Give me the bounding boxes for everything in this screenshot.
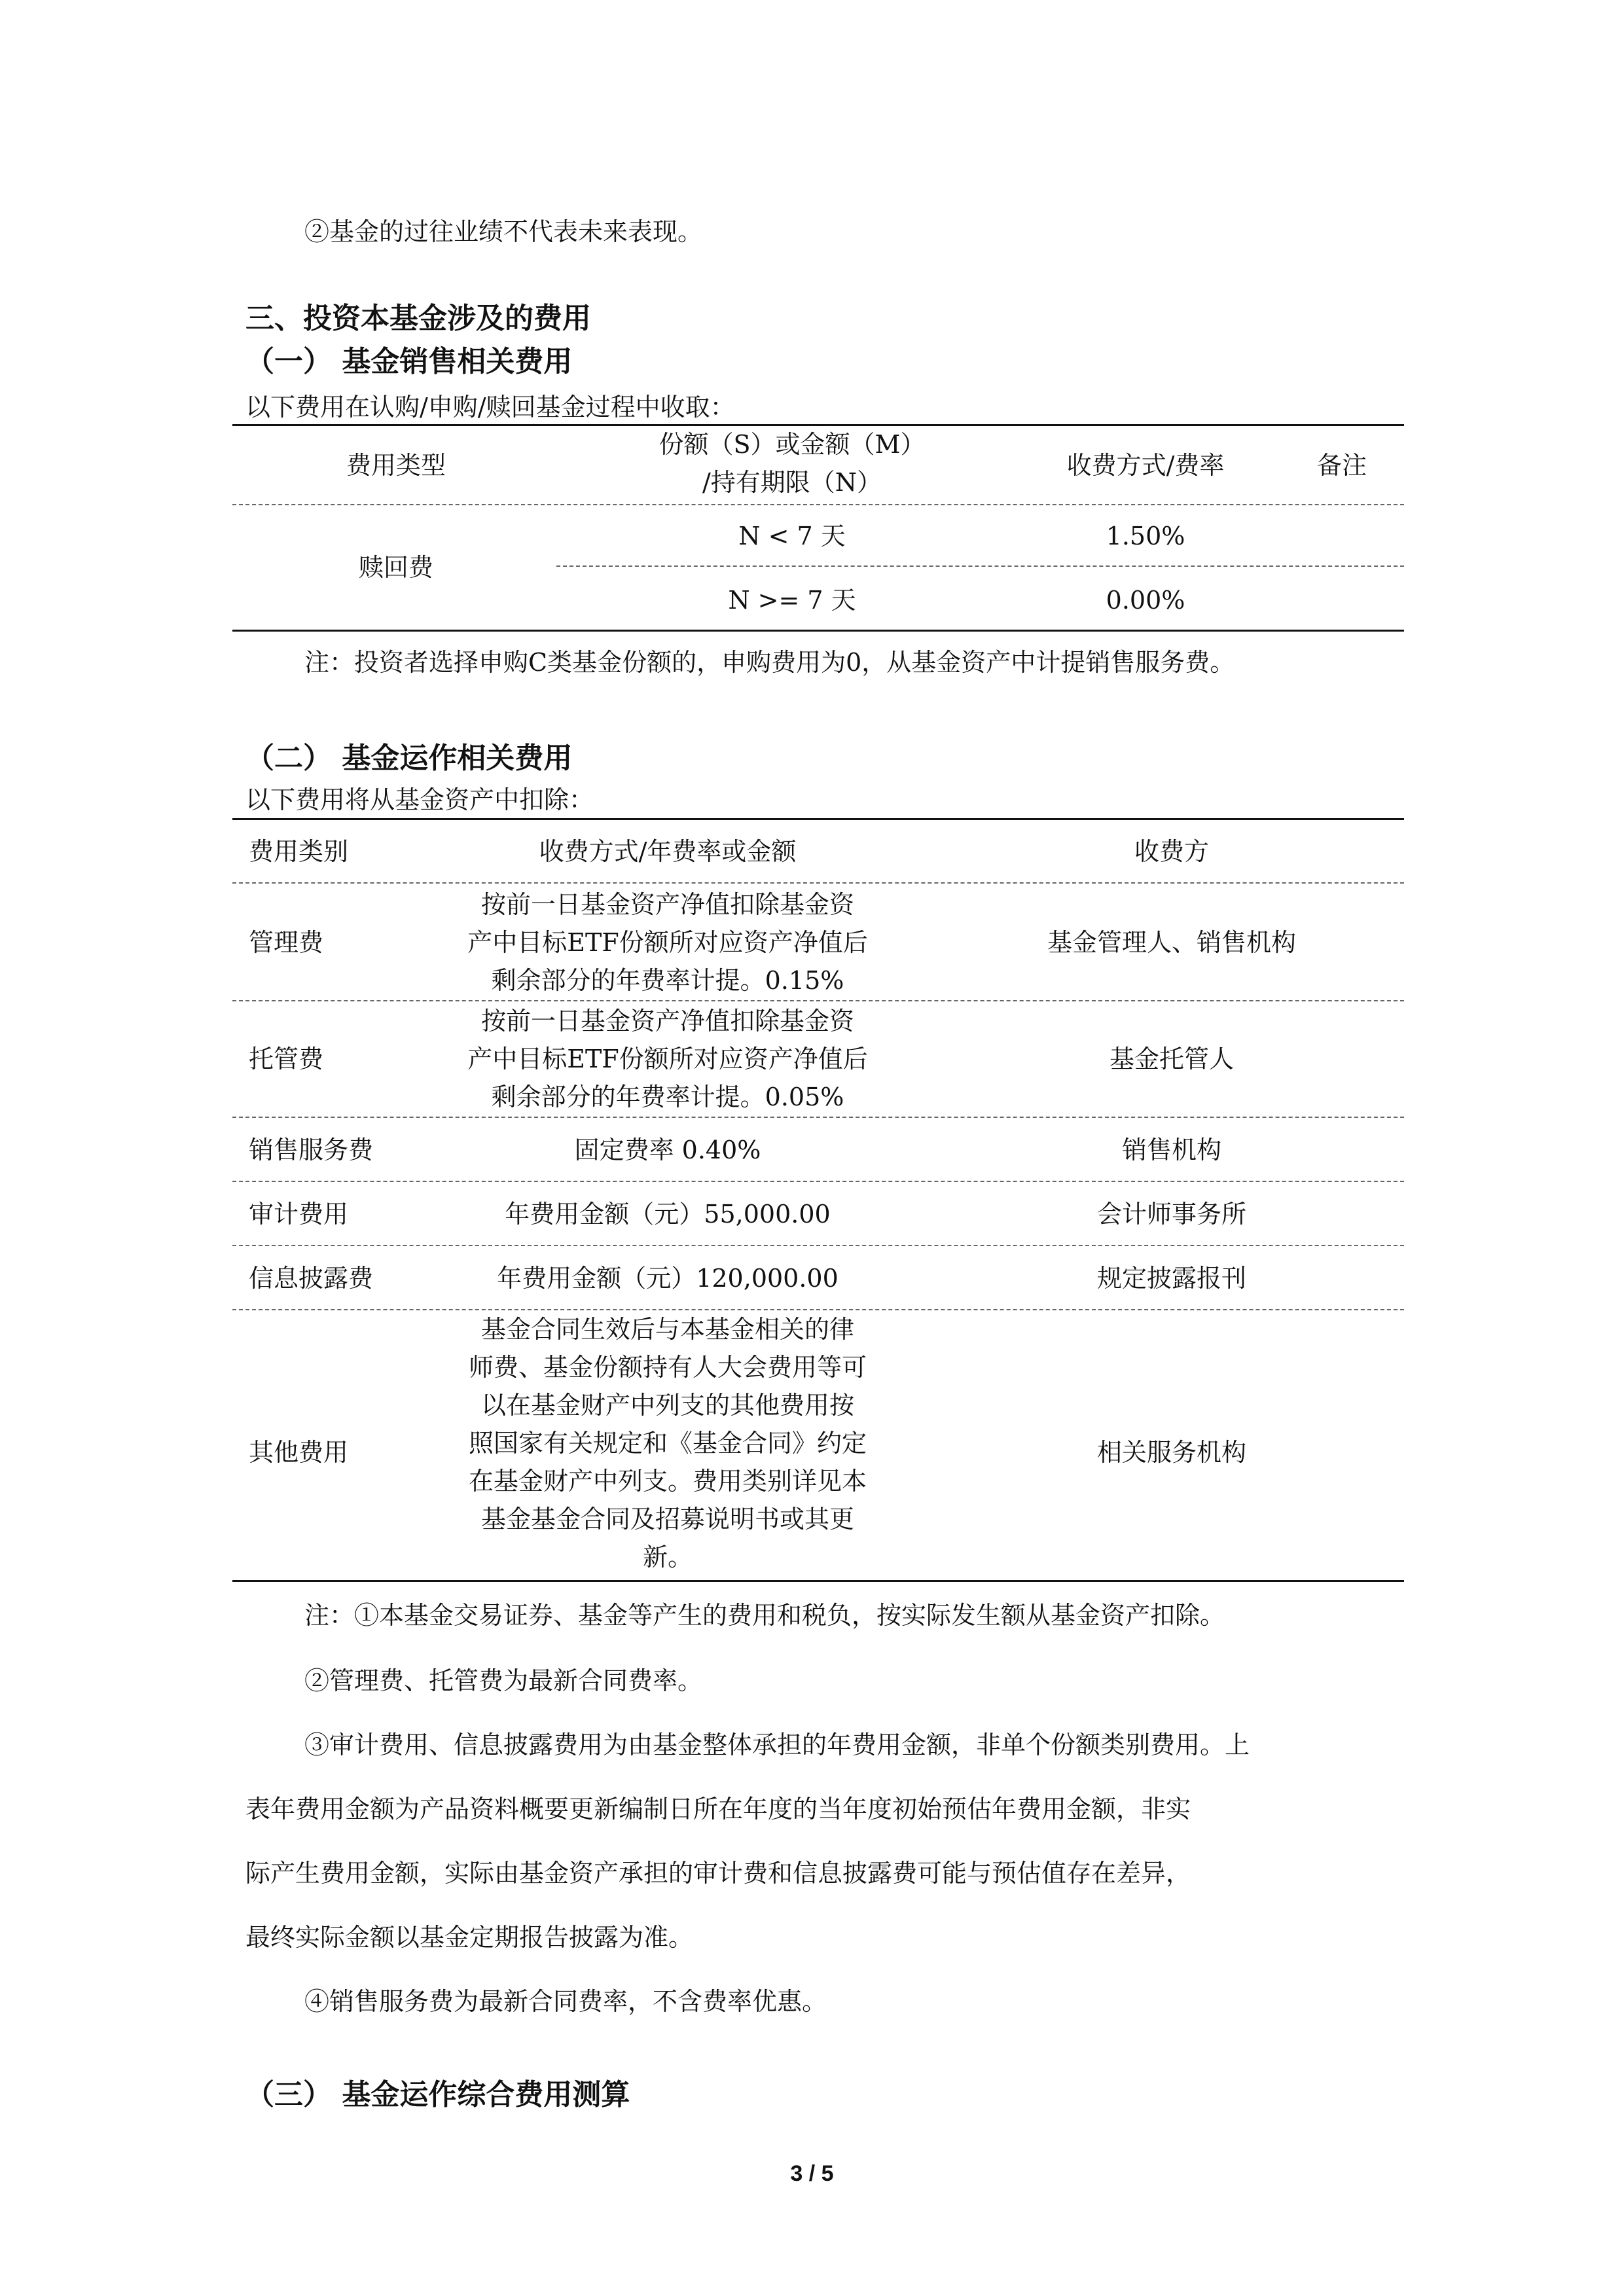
sales-fee-note: 注：投资者选择申购C类基金份额的，申购费用为0，从基金资产中计提销售服务费。 [304,648,1235,677]
header-basis [556,425,1028,501]
method-line: 按前一日基金资产净值扣除基金资 [480,890,854,919]
redemption-rate-1: 1.50% [1106,522,1185,550]
header-fee-type: 费用类型 [346,451,446,480]
audit-fee-payee: 会计师事务所 [1096,1200,1246,1229]
management-fee-category: 管理费 [249,928,324,957]
sales-service-fee-method: 固定费率 0.40% [574,1136,761,1164]
method-line: 新。 [642,1543,693,1571]
management-fee-method [432,886,903,999]
custody-fee-method [432,1002,903,1116]
sales-service-fee-category: 销售服务费 [249,1136,374,1164]
operation-note-3-line2: 表年费用金额为产品资料概要更新编制日所在年度的当年度初始预估年费用金额，非实 [245,1795,1191,1823]
op-divider-3 [232,1181,1404,1182]
operation-note-2: ②管理费、托管费为最新合同费率。 [304,1666,703,1695]
custody-fee-category: 托管费 [249,1045,324,1073]
management-fee-payee: 基金管理人、销售机构 [1047,928,1296,957]
method-line: 剩余部分的年费率计提。0.15% [491,966,844,995]
method-line: 产中目标ETF份额所对应资产净值后 [467,928,868,957]
section-title: 三、投资本基金涉及的费用 [245,302,591,335]
header-divider [232,504,1404,505]
table-bottom-rule [232,630,1404,632]
header-payee: 收费方 [1134,837,1209,866]
disclosure-fee-method: 年费用金额（元）120,000.00 [497,1264,839,1293]
method-line: 以在基金财产中列支的其他费用按 [480,1391,854,1420]
audit-fee-category: 审计费用 [249,1200,349,1229]
sales-fee-desc: 以下费用在认购/申购/赎回基金过程中收取： [245,393,735,422]
redemption-fee-label: 赎回费 [358,553,433,582]
disclosure-fee-category: 信息披露费 [249,1264,374,1293]
other-fee-method [432,1310,903,1576]
audit-fee-method: 年费用金额（元）55,000.00 [505,1200,831,1229]
method-line: 师费、基金份额持有人大会费用等可 [468,1353,867,1382]
method-line: 基金合同生效后与本基金相关的律 [480,1315,854,1344]
operation-note-1: 注：①本基金交易证券、基金等产生的费用和税负，按实际发生额从基金资产扣除。 [304,1601,1225,1630]
method-line: 按前一日基金资产净值扣除基金资 [480,1007,854,1035]
op-table-top-rule [232,818,1404,820]
header-method: 收费方式/年费率或金额 [539,837,797,866]
intro-note: ②基金的过往业绩不代表未来表现。 [304,217,703,246]
method-line: 在基金财产中列支。费用类别详见本 [468,1467,867,1496]
redemption-row-divider [556,565,1404,567]
method-line: 照国家有关规定和《基金合同》约定 [468,1429,867,1458]
redemption-rate-2: 0.00% [1106,586,1185,615]
op-divider-4 [232,1245,1404,1246]
header-rate: 收费方式/费率 [1066,451,1225,480]
op-table-bottom-rule [232,1580,1404,1582]
op-divider-2 [232,1117,1404,1118]
operation-note-3-line4: 最终实际金额以基金定期报告披露为准。 [245,1923,694,1952]
op-divider-0 [232,882,1404,884]
calc-title: （三） 基金运作综合费用测算 [245,2078,630,2111]
method-line: 基金基金合同及招募说明书或其更 [480,1505,854,1534]
sales-service-fee-payee: 销售机构 [1121,1136,1221,1164]
header-basis-line1: 份额（S）或金额（M） [659,430,926,459]
method-line: 产中目标ETF份额所对应资产净值后 [467,1045,868,1073]
disclosure-fee-payee: 规定披露报刊 [1096,1264,1246,1293]
header-basis-line2: /持有期限（N） [702,468,882,497]
operation-note-4: ④销售服务费为最新合同费率，不含费率优惠。 [304,1987,827,2016]
method-line: 剩余部分的年费率计提。0.05% [491,1083,844,1111]
header-category: 费用类别 [249,837,349,866]
other-fee-payee: 相关服务机构 [1096,1438,1246,1467]
redemption-basis-2: N >= 7 天 [728,586,856,615]
operation-note-3-line1: ③审计费用、信息披露费用为由基金整体承担的年费用金额，非单个份额类别费用。上 [304,1731,1250,1759]
op-divider-1 [232,1000,1404,1001]
operation-fee-title: （二） 基金运作相关费用 [245,742,573,775]
operation-note-3-line3: 际产生费用金额，实际由基金资产承担的审计费和信息披露费可能与预估值存在差异， [245,1859,1191,1888]
header-remark: 备注 [1316,451,1367,480]
sales-fee-title: （一） 基金销售相关费用 [245,345,573,378]
operation-fee-desc: 以下费用将从基金资产中扣除： [245,785,594,814]
redemption-basis-1: N < 7 天 [738,522,846,550]
other-fee-category: 其他费用 [249,1438,349,1467]
custody-fee-payee: 基金托管人 [1109,1045,1234,1073]
page-number: 3 / 5 [790,2161,834,2186]
